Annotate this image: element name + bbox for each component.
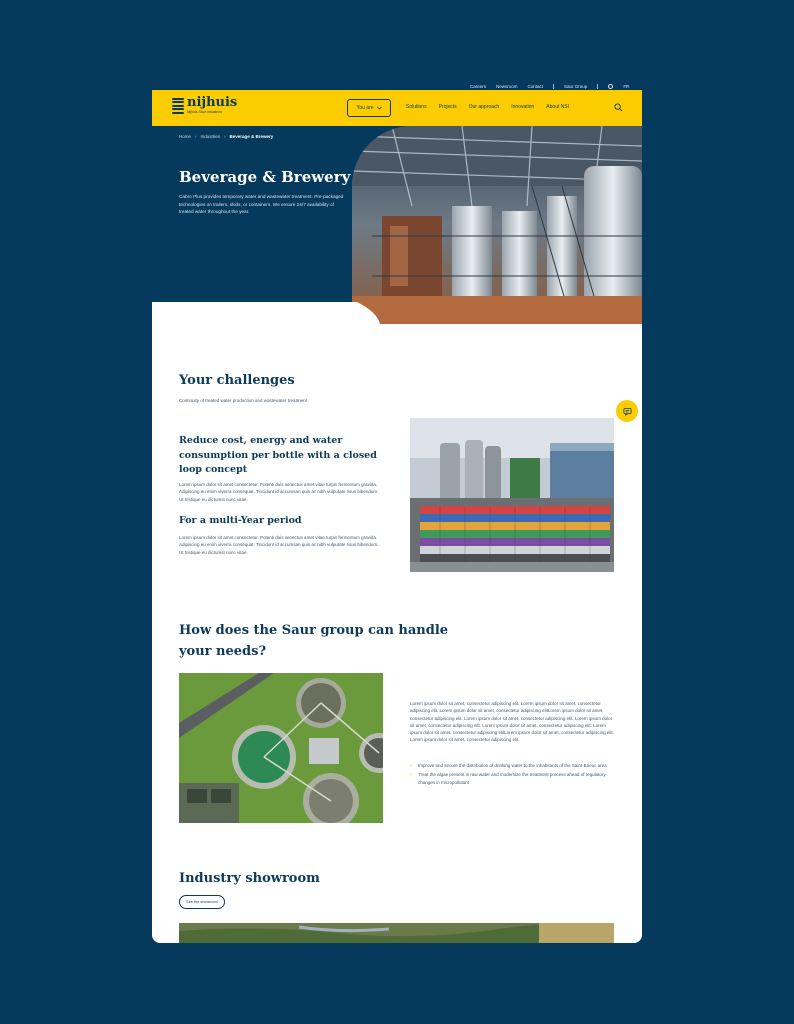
- utility-link-careers[interactable]: Careers: [470, 83, 487, 89]
- menu-item-solutions[interactable]: Solutions: [406, 104, 427, 110]
- chevron-right-icon: ›: [195, 134, 197, 139]
- page-title: Beverage & Brewery: [179, 168, 351, 186]
- menu-item-projects[interactable]: Projects: [438, 104, 457, 110]
- challenge-title-closed-loop: Reduce cost, energy and water consumption per bottle with a closed loop concept: [179, 435, 377, 475]
- logo-mark-icon: [172, 98, 184, 114]
- menu-item-about-nsi[interactable]: About NSI: [546, 104, 570, 110]
- list-item: • Treat the algae present in raw water and modernize the treatment process ahead of regulatory changes in micropollutant: [410, 771, 616, 786]
- utility-link-newsroom[interactable]: Newsroom: [496, 83, 518, 89]
- utility-divider: [553, 84, 554, 89]
- main-menu: [406, 104, 569, 110]
- utility-divider: [597, 84, 598, 89]
- chevron-down-icon: [377, 106, 382, 110]
- utility-link-contact[interactable]: Contact: [527, 83, 544, 89]
- chat-bubble-icon: [623, 407, 632, 416]
- globe-icon[interactable]: [608, 84, 613, 89]
- menu-item-our-approach[interactable]: Our approach: [468, 104, 500, 110]
- water-treatment-plant-image: [179, 673, 383, 823]
- challenges-subtitle: Continuity of treated water production and wastewater treatment: [179, 398, 307, 403]
- showroom-landscape-image: [179, 923, 614, 943]
- search-icon[interactable]: [614, 103, 623, 112]
- chevron-right-icon: ›: [224, 134, 226, 139]
- nijhuis-logo[interactable]: [172, 97, 237, 114]
- menu-item-innovation[interactable]: Innovation: [511, 104, 535, 110]
- utility-bar: [470, 82, 642, 90]
- hero-wave-divider: [152, 302, 392, 324]
- needs-paragraph: Lorem ipsum dolor sit amet, consectetur adipiscing elit. Lorem ipsum dolor sit amet, consectetur adipiscing elit. Lorem ipsum dolor sit amet, consectetur adipiscing elitLorem ipsum dolor sit amet, consectetur adipiscing elit. Lorem ipsum dolor sit amet, consectetur adipiscing elit. Lorem ipsum dolor sit amet, consectetur adipiscing elit. Lorem ipsum dolor sit amet, consectetur adipiscing elit. Lorem ipsum dolor sit amet, consectetur adipiscing elitLorem ipsum dolor sit amet, consectetur adipiscing elit. Lorem ipsum dolor sit amet, consectetur adipiscing elit.: [410, 701, 614, 743]
- breadcrumb-industries[interactable]: Industries: [200, 134, 221, 139]
- list-item: • Improve and secure the distribution of drinking water to the inhabitants of the Saint-Brieuc area: [410, 762, 616, 769]
- challenge-text-multi-year: Lorem ipsum dolor sit amet consectetur. Potenti duis senectus amet vitae turpis fermentum gravida. Adipiscing eu enim viverra consequat. Tincidunt id accumsan quis ac nibh vulputate risus bibendum. Ut tristique eu dictumst nunc vitae.: [179, 535, 379, 555]
- utility-link-saur-group[interactable]: Saur Group: [564, 83, 588, 89]
- logo-tagline: Nijhuis Saur Industries: [187, 110, 223, 114]
- brewery-image: [352, 126, 642, 324]
- hero-description: Cabro Plus provides temporary water and wastewater treatment. Pre-packaged technologies on trailers, skids, or containers. We ensure 24/7 availability of treated water throughout the year.: [179, 194, 344, 214]
- kegs-facility-image: [410, 418, 614, 572]
- challenges-title: Your challenges: [179, 373, 295, 388]
- main-navigation: [152, 90, 642, 126]
- you-are-label: You are: [356, 105, 374, 111]
- challenge-title-multi-year: For a multi-Year period: [179, 515, 302, 526]
- needs-title: How does the Saur group can handle your needs?: [179, 623, 449, 659]
- breadcrumb: [179, 134, 273, 139]
- logo-wordmark: nijhuis: [187, 95, 238, 110]
- page-card: [152, 90, 642, 943]
- needs-bullet-list: [410, 762, 616, 788]
- breadcrumb-home[interactable]: Home: [179, 134, 192, 139]
- challenge-text-closed-loop: Lorem ipsum dolor sit amet consectetur. Potenti duis senectus amet vitae turpis fermentum gravida. Adipiscing eu enim viverra consequat. Tincidunt id accumsan quis ac nibh vulputate risus bibendum. Ut tristique eu dictumst nunc vitae.: [179, 482, 379, 502]
- breadcrumb-current: Beverage & Brewery: [229, 134, 274, 139]
- hero-section: [152, 126, 642, 324]
- chat-button[interactable]: [616, 400, 638, 422]
- you-are-dropdown[interactable]: [347, 99, 391, 117]
- showroom-title: Industry showroom: [179, 871, 320, 886]
- language-selector[interactable]: FR: [623, 83, 630, 89]
- see-showroom-button[interactable]: See the showroom: [179, 895, 225, 909]
